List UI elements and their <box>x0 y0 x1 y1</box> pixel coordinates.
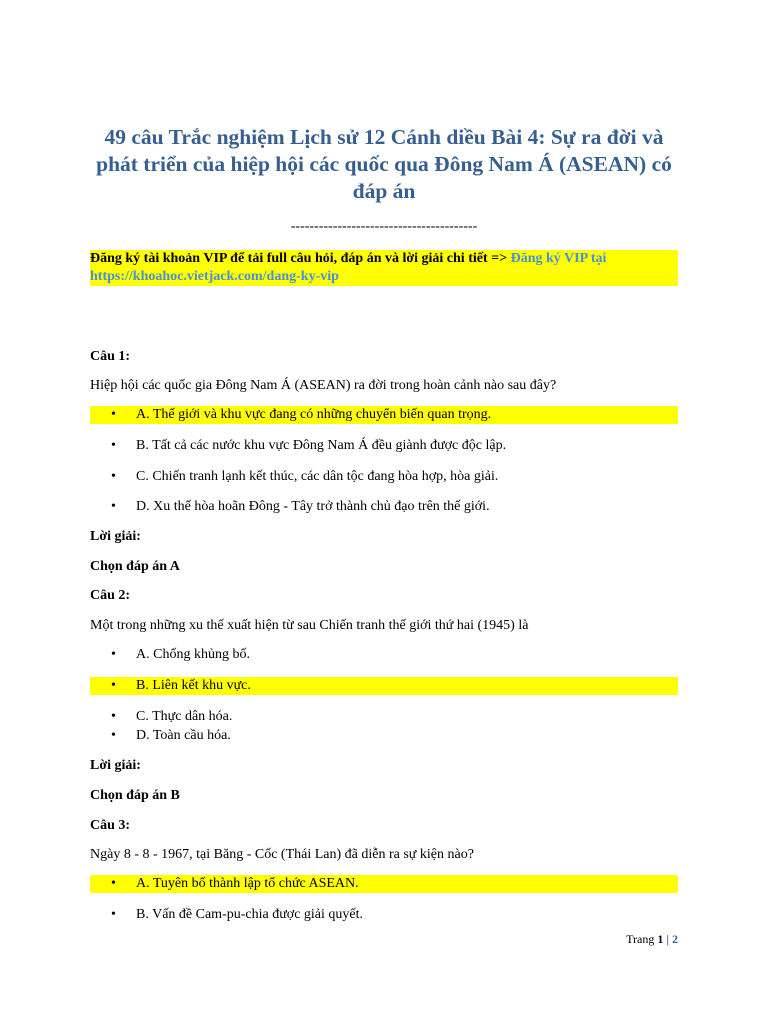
bullet-icon: • <box>111 438 116 453</box>
question-3-label: Câu 3: <box>90 818 131 833</box>
footer-separator: | <box>663 932 672 946</box>
bullet-icon: • <box>111 728 116 743</box>
question-2-option-c: • C. Thực dân hóa. <box>111 709 233 724</box>
question-2-label: Câu 2: <box>90 588 131 603</box>
bullet-icon: • <box>111 907 116 922</box>
vip-notice <box>90 250 678 286</box>
document-title: 49 câu Trắc nghiệm Lịch sử 12 Cánh diều Bài 4: Sự ra đời và phát triển của hiệp hội các quốc qua Đông Nam Á (ASEAN) có đáp án <box>96 125 672 203</box>
footer-total-pages: 2 <box>672 932 678 946</box>
question-2-solution-label: Lời giải: <box>90 758 141 773</box>
vip-register-link[interactable]: Đăng ký VIP tại https://khoahoc.vietjack.com/dang-ky-vip <box>90 251 607 284</box>
footer-page-number: 1 <box>657 932 664 946</box>
question-2-answer: Chọn đáp án B <box>90 788 180 803</box>
question-2-option-b: • B. Liên kết khu vực. <box>90 677 678 695</box>
bullet-icon: • <box>111 876 116 891</box>
bullet-icon: • <box>111 469 116 484</box>
vip-notice-text: Đăng ký tài khoản VIP để tải full câu hỏi, đáp án và lời giải chi tiết => <box>90 251 511 266</box>
bullet-icon: • <box>111 499 116 514</box>
question-1-solution-label: Lời giải: <box>90 529 141 544</box>
question-2-text: Một trong những xu thế xuất hiện từ sau Chiến tranh thế giới thứ hai (1945) là <box>90 618 529 633</box>
question-1-answer: Chọn đáp án A <box>90 559 180 574</box>
question-3-option-b: • B. Vấn đề Cam-pu-chia được giải quyết. <box>111 907 364 922</box>
bullet-icon: • <box>111 647 116 662</box>
question-3-option-a: • A. Tuyên bố thành lập tổ chức ASEAN. <box>90 875 678 893</box>
question-1-option-b: • B. Tất cả các nước khu vực Đông Nam Á đều giành được độc lập. <box>111 438 507 453</box>
question-3-text: Ngày 8 - 8 - 1967, tại Băng - Cốc (Thái Lan) đã diễn ra sự kiện nào? <box>90 847 474 862</box>
footer-prefix: Trang <box>626 932 658 946</box>
bullet-icon: • <box>111 407 116 422</box>
page-footer <box>626 931 678 947</box>
question-2-option-d: • D. Toàn cầu hóa. <box>111 728 231 743</box>
question-1-option-c: • C. Chiến tranh lạnh kết thúc, các dân tộc đang hòa hợp, hòa giải. <box>111 469 499 484</box>
question-1-label: Câu 1: <box>90 349 131 364</box>
question-1-option-a: • A. Thế giới và khu vực đang có những chuyển biến quan trọng. <box>90 406 678 424</box>
question-1-text: Hiệp hội các quốc gia Đông Nam Á (ASEAN) ra đời trong hoàn cảnh nào sau đây? <box>90 378 557 393</box>
question-2-option-a: • A. Chống khủng bố. <box>111 647 250 662</box>
question-1-option-d: • D. Xu thế hòa hoãn Đông - Tây trở thành chủ đạo trên thế giới. <box>111 499 490 514</box>
bullet-icon: • <box>111 709 116 724</box>
bullet-icon: • <box>111 678 116 693</box>
title-separator: ---------------------------------------- <box>290 219 478 234</box>
